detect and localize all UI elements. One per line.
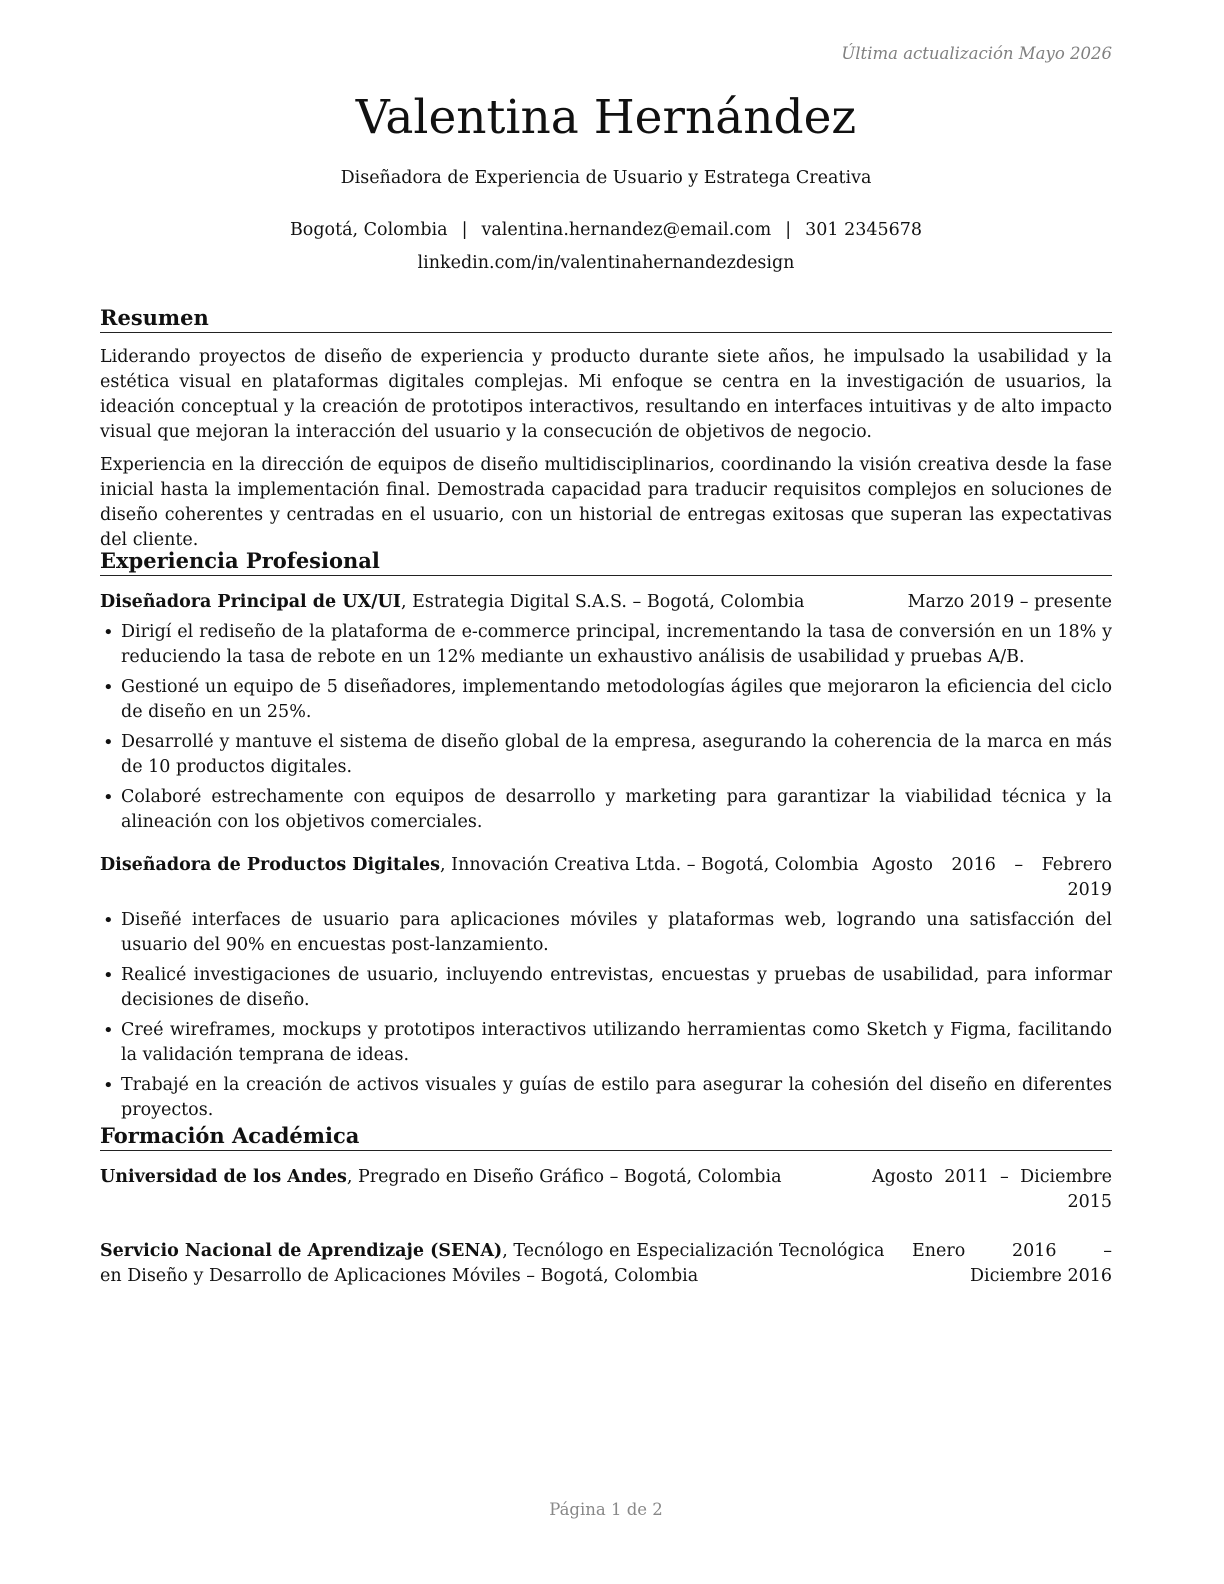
section-title: Formación Académica <box>100 1124 1112 1151</box>
list-item: • Diseñé interfaces de usuario para aplicaciones móviles y plataformas web, logrando una satisfacción del usuario del 90% en encuestas post-lanzamiento. <box>100 908 1112 958</box>
job-dates: Agosto 2016 – Febrero 2019 <box>872 855 1112 900</box>
candidate-name: Valentina Hernández <box>355 90 857 145</box>
education-detail: , Pregrado en Diseño Gráfico – Bogotá, Colombia <box>346 1167 782 1187</box>
list-item: • Creé wireframes, mockups y prototipos interactivos utilizando herramientas como Sketch y Figma, facilitando la validación temprana de ideas. <box>100 1018 1112 1068</box>
job-role: Diseñadora Principal de UX/UI <box>100 592 401 612</box>
education-entry <box>100 1239 1112 1289</box>
contact-email[interactable]: valentina.hernandez@email.com <box>481 220 772 240</box>
contact-line <box>100 220 1112 240</box>
job-bullets <box>100 908 1112 1123</box>
job-entry <box>100 590 1112 835</box>
section-title: Experiencia Profesional <box>100 549 1112 576</box>
experience-section <box>100 549 1112 1128</box>
list-item: • Dirigí el rediseño de la plataforma de e-commerce principal, incrementando la tasa de conversión en un 18% y reduciendo la tasa de rebote en un 12% mediante un exhaustivo análisis de usabilidad y pruebas A/B. <box>100 620 1112 670</box>
job-header <box>100 590 1112 615</box>
education-detail: , Tecnólogo en Especialización Tecnológica en Diseño y Desarrollo de Aplicaciones Móviles – Bogotá, Colombia <box>100 1241 885 1286</box>
page-number: Página 1 de 2 <box>549 1500 663 1519</box>
candidate-title: Diseñadora de Experiencia de Usuario y Estratega Creativa <box>340 168 872 188</box>
contact-linkedin[interactable]: linkedin.com/in/valentinahernandezdesign <box>417 253 795 273</box>
summary-paragraph: Experiencia en la dirección de equipos de diseño multidisciplinarios, coordinando la visión creativa desde la fase inicial hasta la implementación final. Demostrada capacidad para traducir requisitos complejos en soluciones de diseño coherentes y centradas en el usuario, con un historial de entregas exitosas que superan las expectativas del cliente. <box>100 455 1112 550</box>
last-updated: Última actualización Mayo 2026 <box>841 44 1112 63</box>
list-item: • Colaboré estrechamente con equipos de desarrollo y marketing para garantizar la viabilidad técnica y la alineación con los objetivos comerciales. <box>100 785 1112 835</box>
education-institution: Universidad de los Andes <box>100 1167 347 1187</box>
contact-location: Bogotá, Colombia <box>289 220 448 240</box>
list-item: • Realicé investigaciones de usuario, incluyendo entrevistas, encuestas y pruebas de usabilidad, para informar decisiones de diseño. <box>100 963 1112 1013</box>
summary-section <box>100 306 1112 553</box>
job-dates: Marzo 2019 – presente <box>907 592 1112 612</box>
summary-paragraph: Liderando proyectos de diseño de experiencia y producto durante siete años, he impulsado la usabilidad y la estética visual en plataformas digitales complejas. Mi enfoque se centra en la investigación de usuarios, la ideación conceptual y la creación de prototipos interactivos, resultando en interfaces intuitivas y de alto impacto visual que mejoran la interacción del usuario y la consecución de objetivos de negocio. <box>100 347 1112 442</box>
job-bullets <box>100 620 1112 835</box>
job-organization: , Estrategia Digital S.A.S. – Bogotá, Colombia <box>400 592 805 612</box>
education-institution: Servicio Nacional de Aprendizaje (SENA) <box>100 1241 503 1261</box>
job-header <box>100 853 1112 903</box>
resume-page <box>100 0 1112 1584</box>
education-entry <box>100 1165 1112 1215</box>
education-dates: Agosto 2011 – Diciembre 2015 <box>872 1167 1112 1212</box>
education-dates: Enero 2016 – Diciembre 2016 <box>912 1241 1112 1286</box>
job-organization: , Innovación Creativa Ltda. – Bogotá, Colombia <box>440 855 859 875</box>
contact-phone: 301 2345678 <box>805 220 923 240</box>
job-role: Diseñadora de Productos Digitales <box>100 855 441 875</box>
education-section <box>100 1124 1112 1289</box>
job-entry <box>100 853 1112 1123</box>
list-item: • Gestioné un equipo de 5 diseñadores, implementando metodologías ágiles que mejoraron la eficiencia del ciclo de diseño en un 25%. <box>100 675 1112 725</box>
list-item: • Trabajé en la creación de activos visuales y guías de estilo para asegurar la cohesión del diseño en diferentes proyectos. <box>100 1073 1112 1123</box>
contact-separator: | <box>461 220 468 240</box>
contact-separator: | <box>785 220 792 240</box>
section-title: Resumen <box>100 306 1112 333</box>
list-item: • Desarrollé y mantuve el sistema de diseño global de la empresa, asegurando la coherencia de la marca en más de 10 productos digitales. <box>100 730 1112 780</box>
